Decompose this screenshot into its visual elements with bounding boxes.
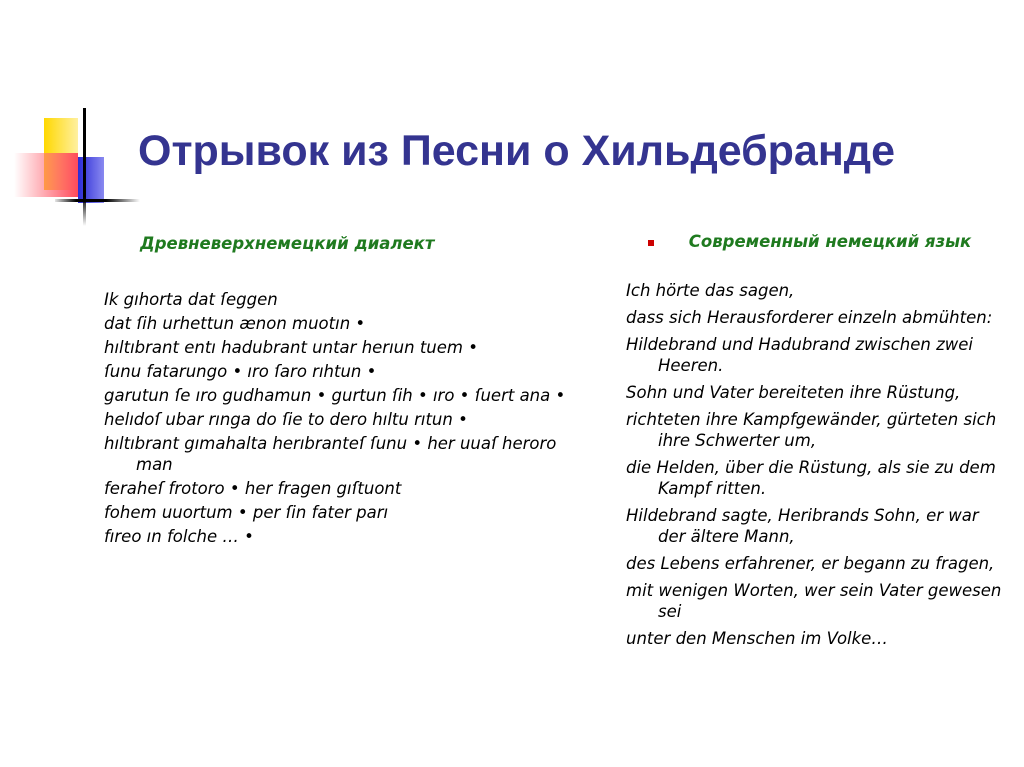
decor-red-gradient bbox=[14, 153, 78, 197]
modern-german-text bbox=[626, 280, 1011, 655]
text-line: Ik gıhorta dat ſeggen bbox=[104, 290, 278, 309]
text-line: garutun ſe ıro gudhamun • gurtun ſih • ıro • ſuert ana • bbox=[104, 386, 566, 405]
decor-horizontal-line bbox=[55, 199, 140, 202]
decor-blue-square bbox=[78, 157, 104, 203]
text-line: helıdoſ ubar rınga do ſie to dero hıltu rıtun • bbox=[104, 410, 468, 429]
text-line: hıltıbrant entı hadubrant untar herıun tuem • bbox=[104, 338, 478, 357]
text-line: die Helden, über die Rüstung, als sie zu dem Kampf ritten. bbox=[626, 458, 996, 498]
text-line: dass sich Herausforderer einzeln abmühten: bbox=[626, 308, 993, 327]
slide-title: Отрывок из Песни о Хильдебранде bbox=[138, 127, 896, 175]
text-line: ſunu fatarungo • ıro ſaro rıhtun • bbox=[104, 362, 377, 381]
text-line: hıltıbrant gımahalta herıbranteſ ſunu • her uuaſ heroro man bbox=[104, 434, 557, 474]
text-line: mit wenigen Worten, wer sein Vater gewesen sei bbox=[626, 581, 1002, 621]
text-line: dat ſih urhettun ænon muotın • bbox=[104, 314, 366, 333]
text-line: fıreo ın folche … • bbox=[104, 527, 254, 546]
text-line: Sohn und Vater bereiteten ihre Rüstung, bbox=[626, 383, 961, 402]
text-line: feraheſ frotoro • her fragen gıſtuont bbox=[104, 479, 402, 498]
right-column-heading: Современный немецкий язык bbox=[688, 232, 972, 251]
old-high-german-text bbox=[104, 289, 604, 550]
text-line: Ich hörte das sagen, bbox=[626, 281, 795, 300]
decor-vertical-line bbox=[83, 108, 86, 226]
text-line: Hildebrand sagte, Heribrands Sohn, er war der ältere Mann, bbox=[626, 506, 979, 546]
text-line: fohem uuortum • per ſin fater parı bbox=[104, 503, 389, 522]
left-column-heading: Древневерхнемецкий диалект bbox=[140, 234, 435, 253]
text-line: des Lebens erfahrener, er begann zu fragen, bbox=[626, 554, 995, 573]
text-line: unter den Menschen im Volke… bbox=[626, 629, 888, 648]
text-line: Hildebrand und Hadubrand zwischen zwei Heeren. bbox=[626, 335, 973, 375]
text-line: richteten ihre Kampfgewänder, gürteten sich ihre Schwerter um, bbox=[626, 410, 997, 450]
